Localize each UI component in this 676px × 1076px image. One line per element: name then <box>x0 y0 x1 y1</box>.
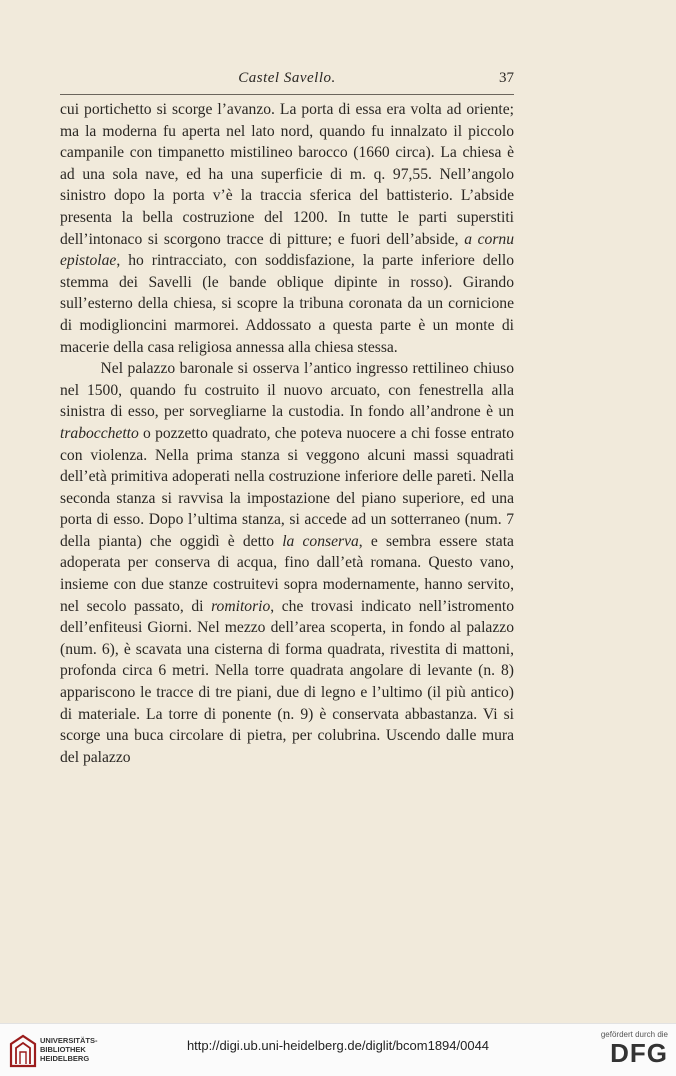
funded-by-label: gefördert durch die <box>600 1030 668 1039</box>
italic-text: trabocchetto <box>60 424 139 442</box>
paragraph <box>60 99 514 358</box>
body-text <box>60 99 514 768</box>
permalink-url[interactable]: http://digi.ub.uni-heidelberg.de/diglit/bcom1894/0044 <box>186 1038 490 1053</box>
text-run: , ho rintracciato, con soddisfazione, la parte inferiore dello stemma dei Savelli (le bande oblique dipinte in rosso). Girando sull’esterno della chiesa, si scopre la tribuna coronata da un cornicione di modiglioncini marmorei. Addossato a questa parte è un monte di macerie della casa religiosa annessa alla chiesa stessa. <box>60 252 514 356</box>
paragraph <box>60 358 514 768</box>
text-run: Nel palazzo baronale si osserva l’antico ingresso rettilineo chiuso nel 1500, quando fu costruito il nuovo arcuato, con fenestrella alla sinistra di esso, per sorvegliarne la custodia. In fondo all’androne è un <box>60 360 514 421</box>
text-run: , e sembra essere stata adoperata per conserva di acqua, fino dall’età romana. Questo vano, insieme con due stanze costruitevi sopra modernamente, hanno servito, nel secolo passato, di <box>60 532 514 615</box>
italic-text: a cornu epistolae <box>60 230 514 270</box>
text-run: cui portichetto si scorge l’avanzo. La porta di essa era volta ad oriente; ma la moderna fu aperta nel lato nord, quando fu innalzato il piccolo campanile con timpanetto mistilineo barocco (1660 circa). La chiesa è ad una sola nave, ed ha una superficie di m. q. 97,55. Nell’angolo sinistro dopo la porta v’è la traccia sferica del battisterio. L’abside presenta la bella costruzione del 1200. In tutte le parti superstiti dell’intonaco si scorgono tracce di pitture; e fuori dell’abside, <box>60 101 514 248</box>
italic-text: la conserva <box>282 532 359 550</box>
italic-text: romitorio <box>211 597 271 615</box>
page-number: 37 <box>499 70 514 86</box>
library-name: UNIVERSITÄTS- BIBLIOTHEK HEIDELBERG <box>40 1036 98 1063</box>
running-title: Castel Savello. <box>238 70 336 86</box>
text-run: , che trovasi indicato nell’istromento dell’enfiteusi Giorni. Nel mezzo dell’area scoperta, in fondo al palazzo (num. 6), è scavata una cisterna di forma quadrata, rivestita di mattoni, profonda circa 6 metri. Nella torre quadrata angolare di levante (n. 8) appariscono le tracce di tre piani, due di legno e l’ultimo (il più antico) di materiale. La torre di ponente (n. 9) è conservata abbastanza. Vi si scorge una buca circolare di pietra, per colubrina. Uscendo dalle mura del palazzo <box>60 597 514 766</box>
running-head <box>60 70 514 88</box>
text-run: o pozzetto quadrato, che poteva nuocere a chi fosse entrato con violenza. Nella prima stanza si veggono alcuni massi squadrati dell’età primitiva adoperati nella costruzione inferiore delle pareti. Nella seconda stanza si ravvisa la impostazione del piano superiore, ed una porta di esso. Dopo l’ultima stanza, si accede ad un sotterraneo (num. 7 della pianta) che oggidì è detto <box>60 424 514 550</box>
funder-block <box>588 1030 668 1067</box>
viewer-footer <box>0 1023 676 1076</box>
header-rule <box>60 94 514 95</box>
dfg-logo: DFG <box>610 1038 668 1068</box>
